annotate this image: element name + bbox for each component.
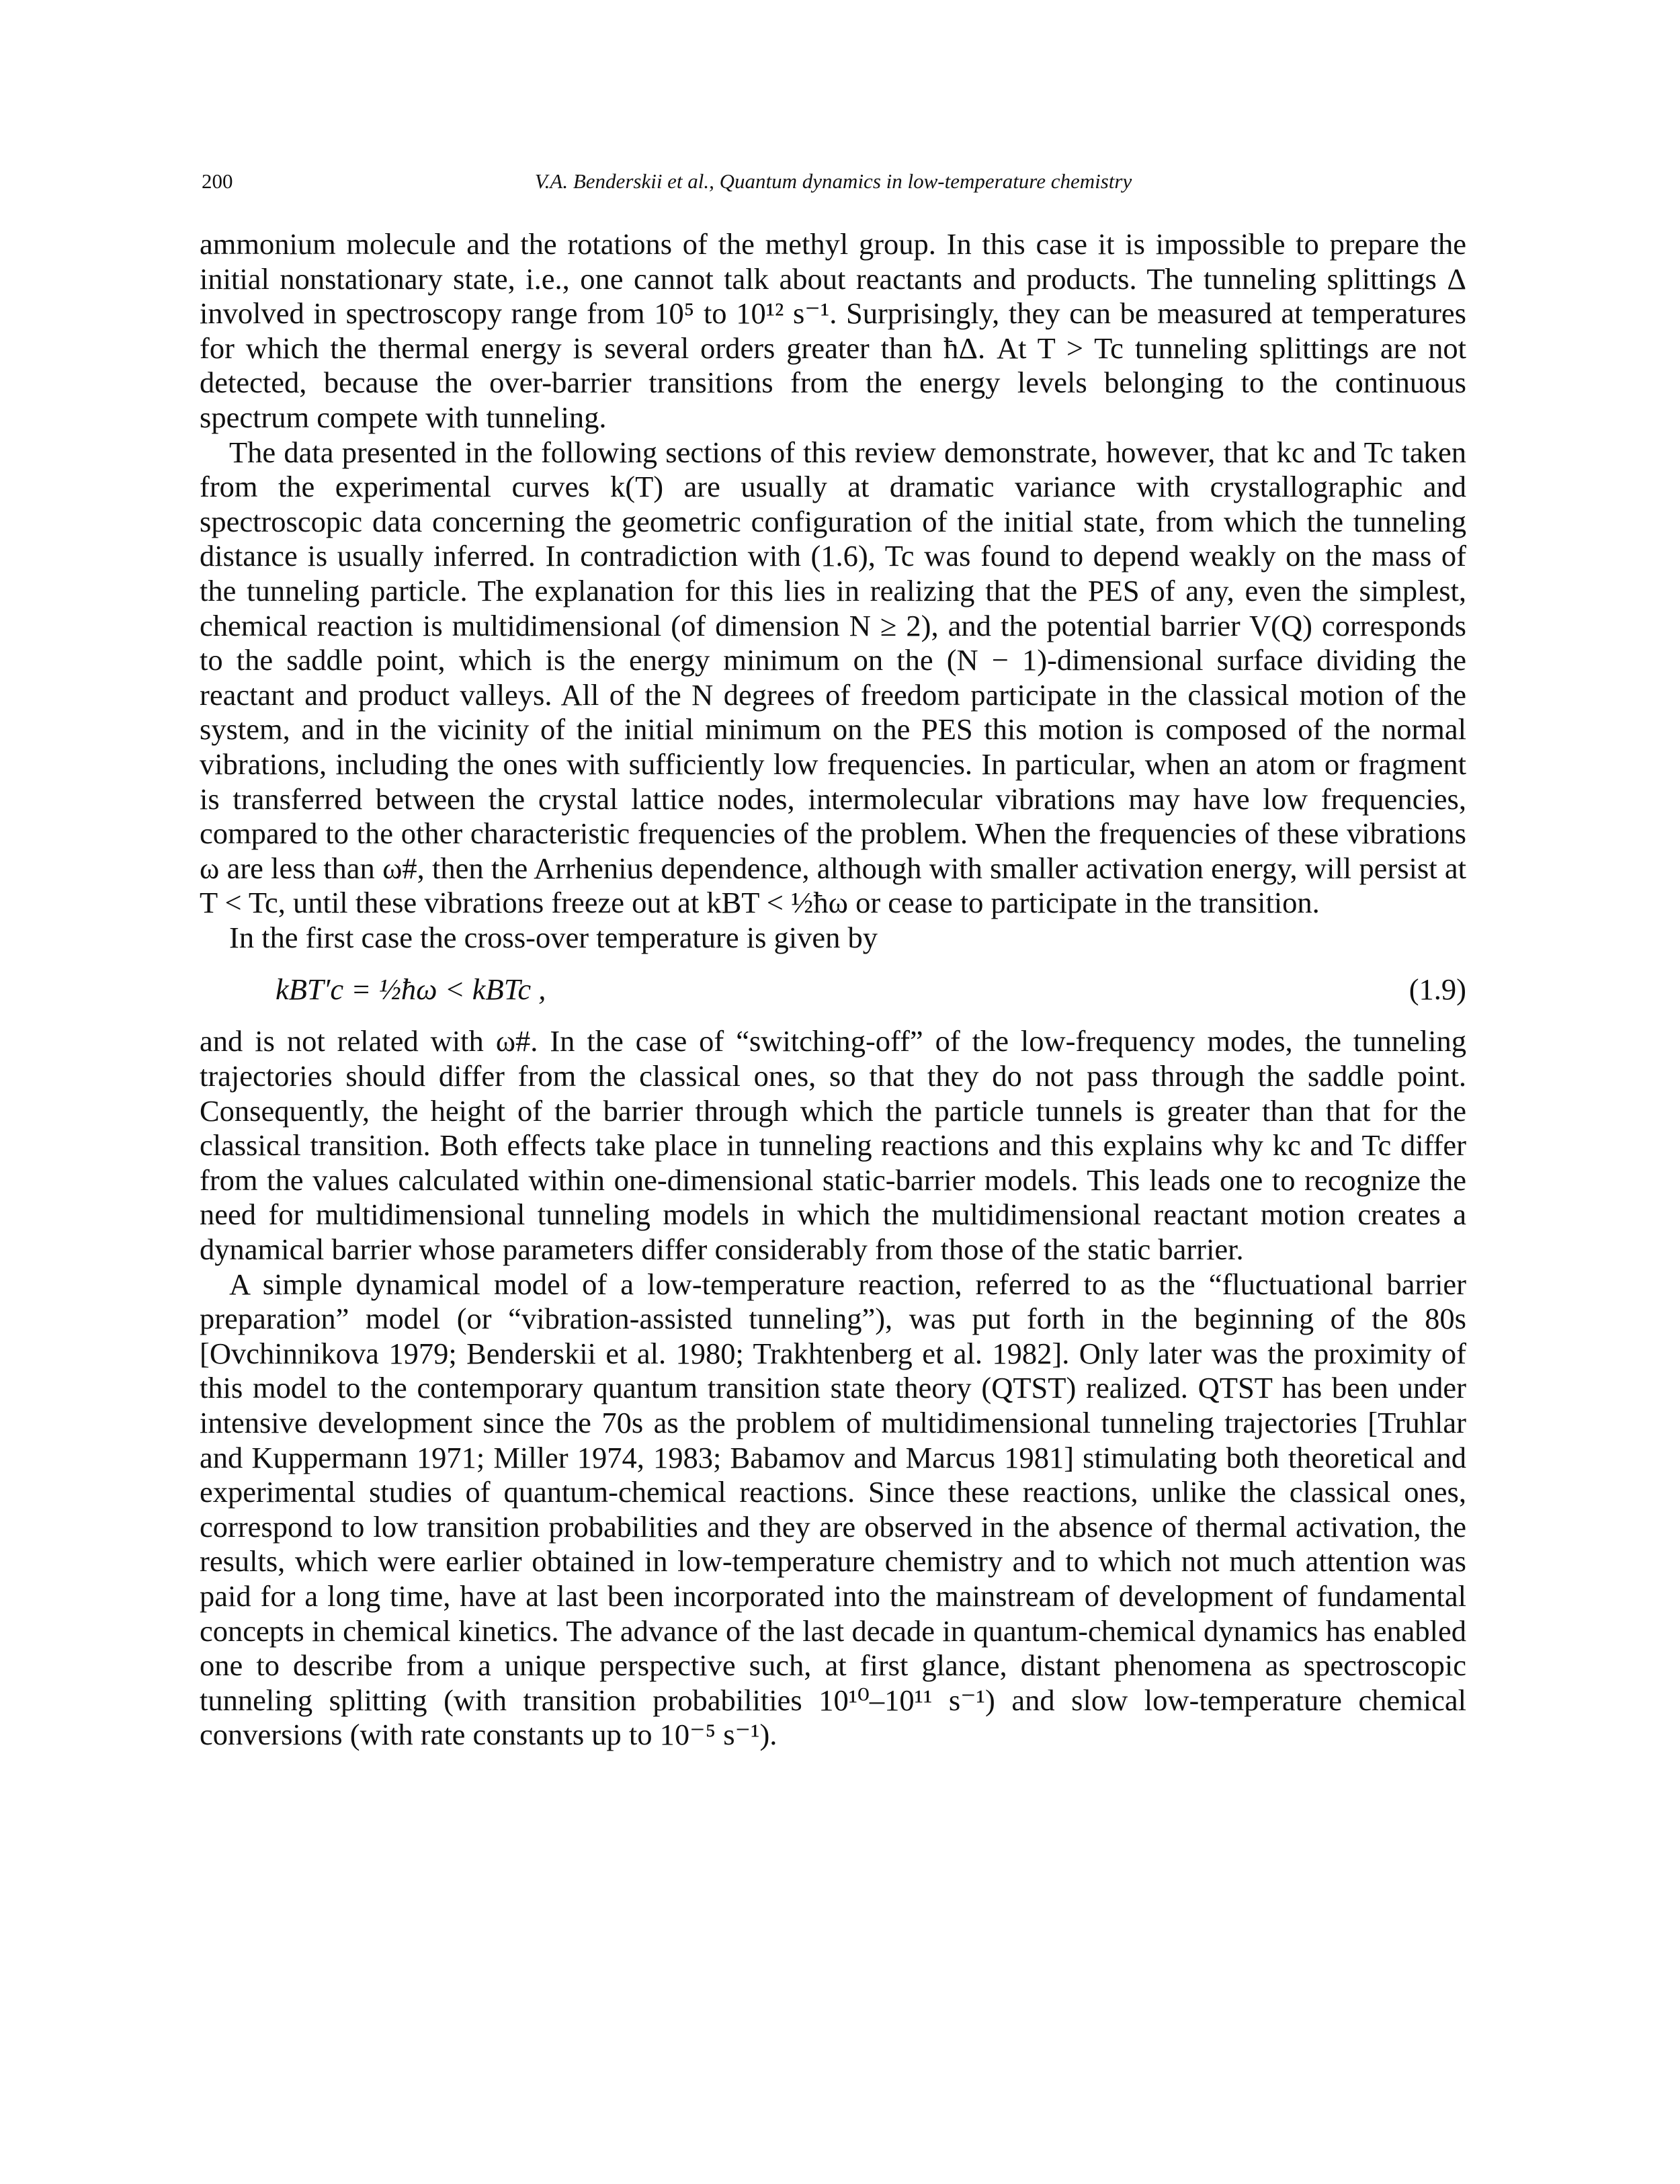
equation-1-9 [200, 955, 1466, 1024]
equation-number: (1.9) [1409, 972, 1466, 1007]
paragraph-1: ammonium molecule and the rotations of the methyl group. In this case it is impossible to prepare the initial nonstationary state, i.e., one cannot talk about reactants and products. The tunneling splittings Δ involved in spectroscopy range from 10⁵ to 10¹² s⁻¹. Surprisingly, they can be measured at temperatures for which the thermal energy is several orders greater than ħΔ. At T > Tc tunneling splittings are not detected, because the over-barrier transitions from the energy levels belonging to the continuous spectrum compete with tunneling. [200, 227, 1466, 434]
equation-formula: kBT′c = ½ħω < kBTc , [276, 972, 546, 1007]
paragraph-4: and is not related with ω#. In the case of “switching-off” of the low-frequency modes, the tunneling trajectories should differ from the classical ones, so that they do not pass through the saddle point. Consequently, the height of the barrier through which the particle tunnels is greater than that for the classical transition. Both effects take place in tunneling reactions and this explains why kc and Tc differ from the values calculated within one-dimensional static-barrier models. This leads one to recognize the need for multidimensional tunneling models in which the multidimensional reactant motion creates a dynamical barrier whose parameters differ considerably from those of the static barrier. [200, 1024, 1466, 1267]
page-header [202, 169, 1465, 203]
paragraph-2: The data presented in the following sections of this review demonstrate, however, that kc and Tc taken from the experimental curves k(T) are usually at dramatic variance with crystallographic and spectroscopic data concerning the geometric configuration of the initial state, from which the tunneling distance is usually inferred. In contradiction with (1.6), Tc was found to depend weakly on the mass of the tunneling particle. The explanation for this lies in realizing that the PES of any, even the simplest, chemical reaction is multidimensional (of dimension N ≥ 2), and the potential barrier V(Q) corresponds to the saddle point, which is the energy minimum on the (N − 1)-dimensional surface dividing the reactant and product valleys. All of the N degrees of freedom participate in the classical motion of the system, and in the vicinity of the initial minimum on the PES this motion is composed of the normal vibrations, including the ones with sufficiently low frequencies. In particular, when an atom or fragment is transferred between the crystal lattice nodes, intermolecular vibrations may have low frequencies, compared to the other characteristic frequencies of the problem. When the frequencies of these vibrations ω are less than ω#, then the Arrhenius dependence, although with smaller activation energy, will persist at T < Tc, until these vibrations freeze out at kBT < ½ħω or cease to participate in the transition. [200, 435, 1466, 920]
running-title: V.A. Benderskii et al., Quantum dynamics in low-temperature chemistry [534, 169, 1132, 193]
paragraph-3: In the first case the cross-over temperature is given by [229, 920, 878, 954]
page-number: 200 [202, 169, 233, 193]
paragraph-5: A simple dynamical model of a low-temperature reaction, referred to as the “fluctuational barrier preparation” model (or “vibration-assisted tunneling”), was put forth in the beginning of the 80s [Ovchinnikova 1979; Benderskii et al. 1980; Trakhtenberg et al. 1982]. Only later was the proximity of this model to the contemporary quantum transition state theory (QTST) realized. QTST has been under intensive development since the 70s as the problem of multidimensional tunneling trajectories [Truhlar and Kuppermann 1971; Miller 1974, 1983; Babamov and Marcus 1981] stimulating both theoretical and experimental studies of quantum-chemical reactions. Since these reactions, unlike the classical ones, correspond to low transition probabilities and they are observed in the absence of thermal activation, the results, which were earlier obtained in low-temperature chemistry and to which not much attention was paid for a long time, have at last been incorporated into the mainstream of development of fundamental concepts in chemical kinetics. The advance of the last decade in quantum-chemical dynamics has enabled one to describe from a unique perspective such, at first glance, distant phenomena as spectroscopic tunneling splitting (with transition probabilities 10¹⁰–10¹¹ s⁻¹) and slow low-temperature chemical conversions (with rate constants up to 10⁻⁵ s⁻¹). [200, 1267, 1466, 1752]
body-text [200, 227, 1466, 1753]
